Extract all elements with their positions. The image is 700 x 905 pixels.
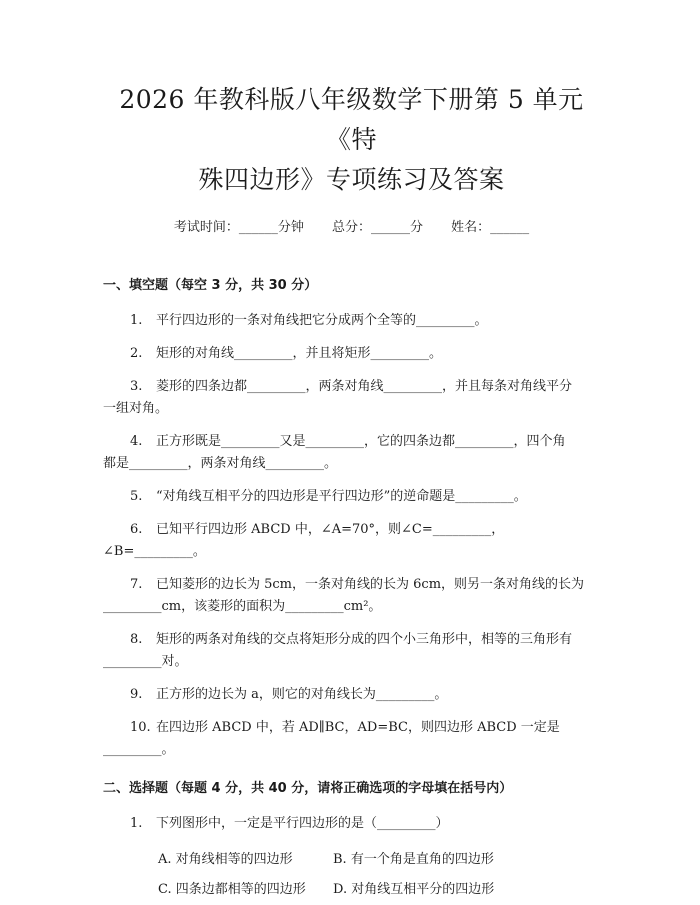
section-heading: 二、选择题（每题 4 分，共 40 分，请将正确选项的字母填在括号内）: [103, 781, 513, 796]
question-item: 3. 菱形的四条边都_________，两条对角线_________，并且每条对角线平分 一组对角。: [103, 379, 573, 416]
fill-in-section: [103, 276, 600, 761]
question-item: 7. 已知菱形的边长为 5cm，一条对角线的长为 6cm，则另一条对角线的长为 _________cm，该菱形的面积为_________cm²。: [103, 577, 585, 614]
title-line-2: 殊四边形》专项练习及答案: [198, 165, 505, 194]
question-item: 2. 矩形的对角线_________，并且将矩形_________。: [130, 346, 443, 361]
exam-info: [103, 218, 600, 238]
multiple-choice-section: [103, 779, 600, 901]
question-item: 1. 平行四边形的一条对角线把它分成两个全等的_________。: [130, 313, 488, 328]
section-heading: 一、填空题（每空 3 分，共 30 分）: [103, 278, 318, 293]
question-item: 8. 矩形的两条对角线的交点将矩形分成的四个小三角形中，相等的三角形有 _________对。: [103, 632, 573, 669]
exam-time-field: 考试时间：______分钟: [173, 220, 304, 235]
question-item: 10. 在四边形 ABCD 中，若 AD∥BC，AD=BC，则四边形 ABCD 一定是 _________。: [103, 720, 560, 757]
question-item: 9. 正方形的边长为 a，则它的对角线长为_________。: [130, 687, 448, 702]
option-d: D. 对角线互相平分的四边形: [333, 882, 495, 897]
total-score-field: 总分：______分: [331, 220, 423, 235]
question-item: 5. “对角线互相平分的四边形是平行四边形”的逆命题是_________。: [130, 489, 527, 504]
question-item: 4. 正方形既是_________又是_________，它的四条边都_________，四个角 都是_________，两条对角线_________。: [103, 434, 566, 471]
option-a: A. 对角线相等的四边形: [158, 852, 293, 867]
question-item: 6. 已知平行四边形 ABCD 中，∠A=70°，则∠C=_________， ∠B=_________。: [103, 522, 505, 559]
student-name-field: 姓名：______: [451, 220, 530, 235]
option-c: C. 四条边都相等的四边形: [158, 882, 306, 897]
option-b: B. 有一个角是直角的四边形: [333, 852, 494, 867]
question-item: 1. 下列图形中，一定是平行四边形的是（_________）: [130, 816, 449, 831]
answer-options: [103, 841, 600, 901]
page-title: [103, 0, 600, 200]
title-line-1: 2026 年教科版八年级数学下册第 5 单元《特: [119, 85, 584, 154]
